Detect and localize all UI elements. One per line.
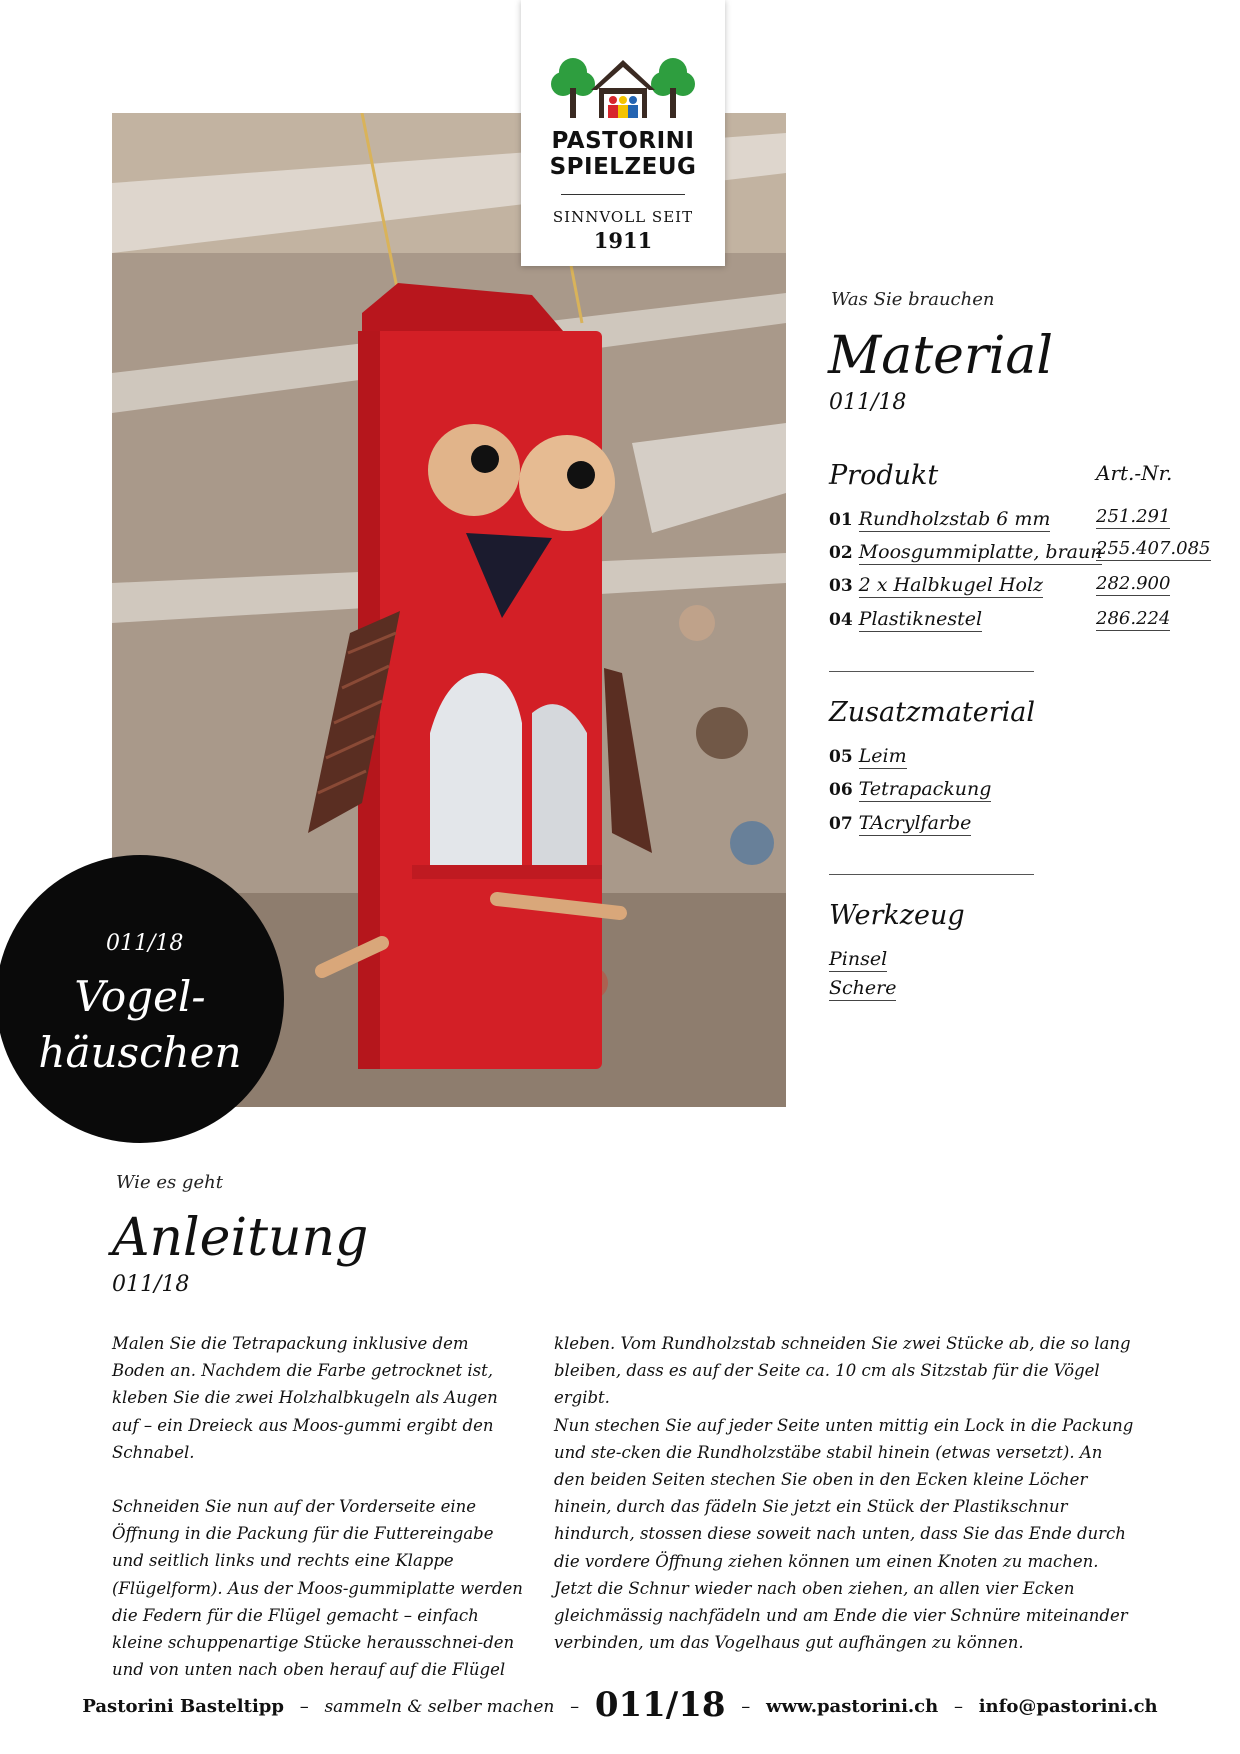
extra-name: Leim [858, 745, 907, 767]
brand-name-line2: SPIELZEUG [549, 154, 697, 180]
material-title: Material [828, 326, 1054, 386]
extra-item [829, 778, 991, 800]
article-number: 282.900 [1096, 573, 1171, 594]
since-label: SINNVOLL SEIT [552, 208, 694, 226]
product-item [829, 541, 1102, 563]
instruction-paragraph: Nun stechen Sie auf jeder Seite unten mittig ein Lock in die Packung und ste-cken die Rundholzstäbe stabil hinein (etwas versetzt). An den beiden Seiten stechen Sie oben in den Ecken kleine Löcher hinein, durch das fädeln Sie jetzt ein Stück der Plastikschnur hindurch, stossen diese soweit nach unten, dass Sie das Ende durch die vordere Öffnung ziehen können um einen Knoten zu machen. [554, 1415, 1134, 1571]
footer-separator: – [741, 1696, 751, 1717]
instructions-kicker: Wie es geht [116, 1172, 223, 1193]
tool-name: Pinsel [829, 948, 888, 970]
instruction-paragraph: kleben. Vom Rundholzstab schneiden Sie zwei Stücke ab, die so lang bleiben, dass es auf der Seite ca. 10 cm als Sitzstab für die Vögel ergibt. [554, 1334, 1131, 1408]
section-divider [829, 671, 1034, 672]
product-name: Plastiknestel [858, 608, 983, 630]
instructions-issue: 011/18 [112, 1272, 190, 1297]
instructions-column-2 [554, 1330, 1136, 1656]
brand-divider [561, 194, 685, 195]
instruction-paragraph: Jetzt die Schnur wieder nach oben ziehen, an allen vier Ecken gleichmässig nachfädeln und am Ende die vier Schnüre miteinander verbinden, um das Vogelhaus gut aufhängen zu können. [554, 1578, 1128, 1653]
tool-item [829, 977, 896, 999]
badge-issue-number: 011/18 [106, 931, 184, 956]
extra-number: 05 [829, 747, 853, 767]
article-number: 286.224 [1096, 608, 1171, 629]
since-year: 1911 [593, 228, 653, 253]
extra-item [829, 812, 971, 834]
footer-slogan: sammeln & selber machen [324, 1697, 555, 1717]
blur-ball-2 [679, 605, 715, 641]
badge-title-line2: häuschen [38, 1028, 242, 1077]
instruction-paragraph: Malen Sie die Tetrapackung inklusive dem Boden an. Nachdem die Farbe getrocknet ist, kleben Sie die zwei Holzhalbkugeln als Augen auf – ein Dreieck aus Moos-gummi ergibt den Schnabel. [112, 1334, 498, 1462]
footer-separator: – [570, 1696, 580, 1717]
footer-separator: – [299, 1696, 309, 1717]
product-item [829, 508, 1050, 530]
footer [0, 1685, 1240, 1725]
footer-website-link[interactable]: www.pastorini.ch [766, 1696, 939, 1717]
product-number: 04 [829, 610, 853, 630]
instruction-paragraph: Schneiden Sie nun auf der Vorderseite eine Öffnung in die Packung für die Futtereingabe und seitlich links und rechts eine Klappe (Flügelform). Aus der Moos-gummiplatte werden die Federn für die Flügel gemacht – einfach kleine schuppenartige Stücke herausschnei-den und von unten nach oben herauf auf die Flügel [112, 1497, 523, 1680]
pupil-right [567, 461, 595, 489]
product-number: 03 [829, 576, 853, 596]
extra-material-heading: Zusatzmaterial [829, 697, 1035, 728]
instructions-title: Anleitung [112, 1208, 369, 1268]
extra-item [829, 745, 907, 767]
blur-ball-3 [730, 821, 774, 865]
material-issue: 011/18 [829, 390, 907, 415]
footer-separator: – [953, 1696, 963, 1717]
product-heading: Produkt [829, 460, 939, 491]
material-kicker: Was Sie brauchen [831, 289, 995, 310]
tools-heading: Werkzeug [829, 900, 965, 931]
instructions-column-1 [112, 1330, 524, 1683]
section-divider [829, 874, 1034, 875]
product-number: 01 [829, 510, 853, 530]
pupil-left [471, 445, 499, 473]
extra-number: 06 [829, 780, 853, 800]
title-badge [0, 855, 284, 1143]
feed-opening-side [532, 704, 587, 865]
product-number: 02 [829, 543, 853, 563]
product-item [829, 574, 1043, 596]
blur-ball-1 [696, 707, 748, 759]
eye-right [519, 435, 615, 531]
badge-title [0, 969, 284, 1081]
eye-left [428, 424, 520, 516]
product-item [829, 608, 982, 630]
product-name: 2 x Halbkugel Holz [858, 574, 1044, 596]
product-name: Moosgummiplatte, braun [858, 541, 1103, 563]
article-number-heading: Art.-Nr. [1096, 461, 1173, 485]
extra-number: 07 [829, 814, 853, 834]
article-number: 255.407.085 [1096, 538, 1211, 559]
extra-name: Tetrapackung [858, 778, 992, 800]
brand-name-line1: PASTORINI [551, 128, 695, 154]
article-number: 251.291 [1096, 506, 1171, 527]
brand-logo [521, 0, 725, 266]
tool-name: Schere [829, 977, 897, 999]
footer-issue: 011/18 [594, 1685, 726, 1725]
footer-brand: Pastorini Basteltipp [82, 1696, 284, 1717]
product-name: Rundholzstab 6 mm [858, 508, 1051, 530]
carton-rim [412, 865, 602, 879]
feed-opening [430, 673, 522, 865]
badge-title-line1: Vogel- [74, 972, 206, 1021]
footer-email-link[interactable]: info@pastorini.ch [978, 1696, 1158, 1717]
extra-name: TAcrylfarbe [858, 812, 972, 834]
tool-item [829, 948, 887, 970]
logo-house-trees-icon [551, 52, 695, 122]
